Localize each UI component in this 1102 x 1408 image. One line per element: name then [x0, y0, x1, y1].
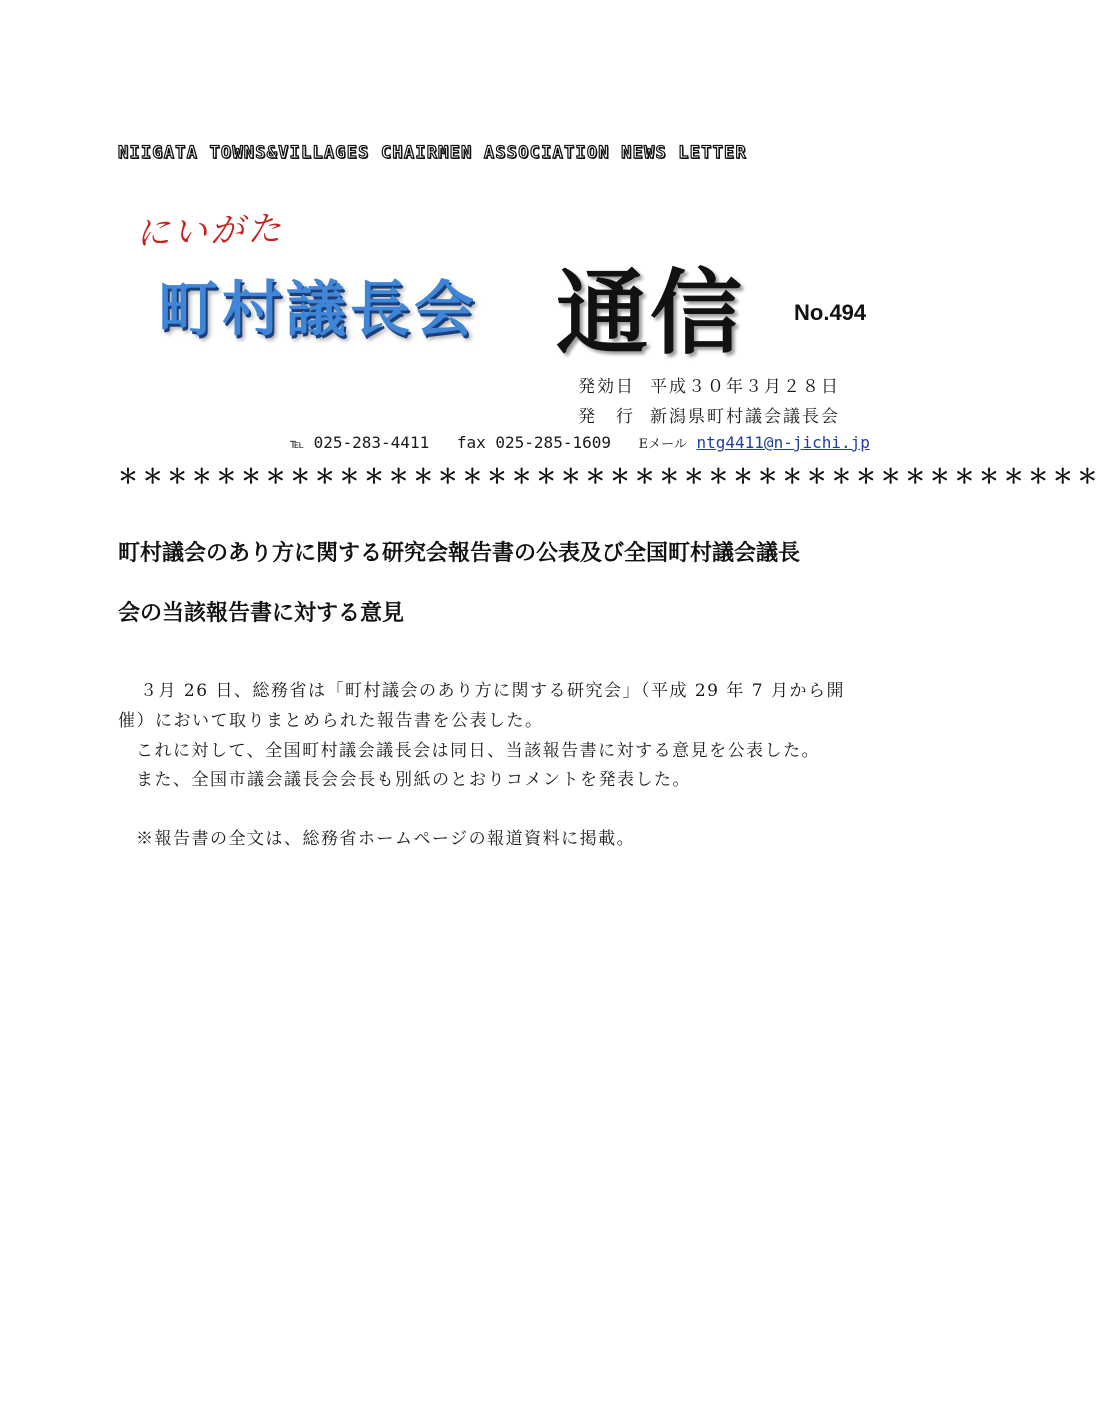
- tel-number: 025-283-4411: [313, 433, 430, 452]
- publisher-value: 新潟県町村議会議長会: [650, 407, 840, 427]
- publisher-row: [578, 402, 840, 427]
- newsletter-title: 町村議長会: [158, 275, 478, 345]
- article-note: ※報告書の全文は、総務省ホームページの報道資料に掲載。: [136, 829, 636, 849]
- contact-row: [290, 433, 870, 452]
- newsletter-english-title: NIIGATA TOWNS&VILLAGES CHAIRMEN ASSOCIATION NEWS LETTER: [118, 143, 747, 163]
- article-paragraph-line4: また、全国市議会議長会会長も別紙のとおりコメントを発表した。: [136, 770, 691, 790]
- issue-number: No.494: [794, 300, 867, 325]
- issue-date-row: [578, 372, 840, 397]
- fax-label: fax: [456, 433, 486, 452]
- tel-label: ℡: [290, 437, 304, 452]
- article-headline-line2: 会の当該報告書に対する意見: [118, 601, 405, 626]
- publisher-label: 発 行: [578, 407, 635, 427]
- email-label: Eメール: [638, 437, 687, 452]
- article-paragraph-line3: これに対して、全国町村議会議長会は同日、当該報告書に対する意見を公表した。: [136, 741, 821, 761]
- niigata-script-logo: にいがた: [135, 208, 285, 254]
- email-link[interactable]: ntg4411@n-jichi.jp: [696, 433, 870, 452]
- article-headline-line1: 町村議会のあり方に関する研究会報告書の公表及び全国町村議会議長: [118, 541, 801, 566]
- article-paragraph-line1: ３月 26 日、総務省は「町村議会のあり方に関する研究会」（平成 29 年 7 月から開: [140, 681, 846, 701]
- asterisk-divider: ＊＊＊＊＊＊＊＊＊＊＊＊＊＊＊＊＊＊＊＊＊＊＊＊＊＊＊＊＊＊＊＊＊＊＊＊＊＊＊＊: [118, 464, 1102, 488]
- issue-date-label: 発効日: [578, 377, 635, 397]
- fax-number: 025-285-1609: [495, 433, 611, 452]
- article-paragraph-line2: 催）において取りまとめられた報告書を公表した。: [118, 711, 544, 731]
- newsletter-title-tsushin: 通信: [556, 260, 745, 367]
- issue-date-value: 平成３０年３月２８日: [650, 377, 840, 397]
